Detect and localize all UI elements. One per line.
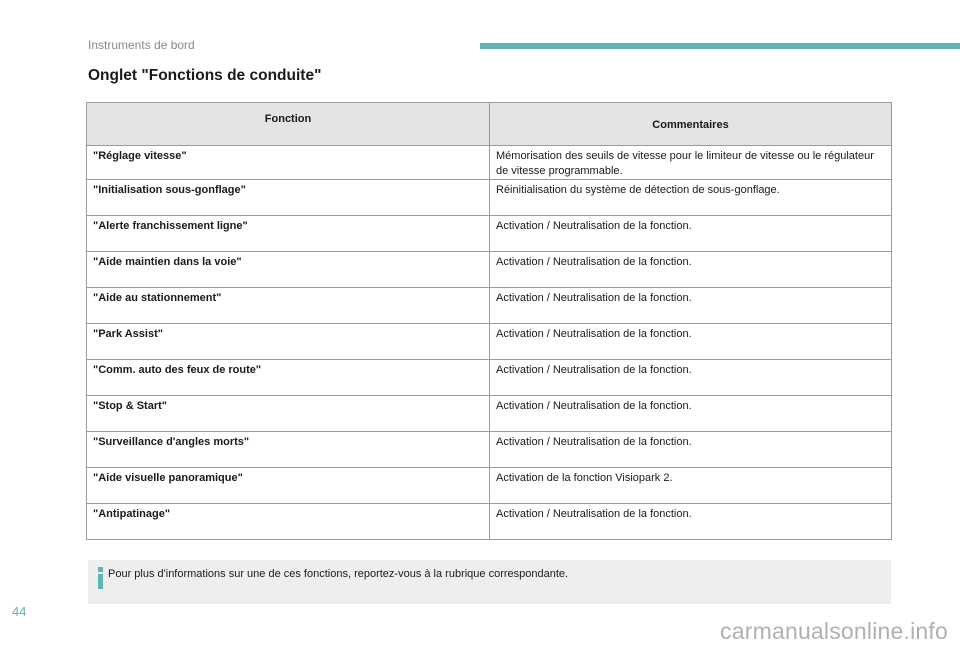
comment-cell: Activation / Neutralisation de la fonction. bbox=[490, 360, 892, 396]
header-accent-bar bbox=[480, 43, 960, 49]
comment-cell: Mémorisation des seuils de vitesse pour le limiteur de vitesse ou le régulateur de vitesse programmable. bbox=[490, 146, 892, 180]
column-header-comments: Commentaires bbox=[490, 103, 892, 146]
column-header-function: Fonction bbox=[87, 103, 490, 146]
info-icon bbox=[96, 567, 104, 587]
function-cell: "Park Assist" bbox=[87, 324, 490, 360]
comment-cell: Activation de la fonction Visiopark 2. bbox=[490, 468, 892, 504]
page-number: 44 bbox=[12, 604, 27, 619]
function-cell: "Alerte franchissement ligne" bbox=[87, 216, 490, 252]
comment-cell: Réinitialisation du système de détection de sous-gonflage. bbox=[490, 180, 892, 216]
table-row bbox=[87, 252, 892, 288]
function-cell: "Réglage vitesse" bbox=[87, 146, 490, 180]
function-cell: "Aide maintien dans la voie" bbox=[87, 252, 490, 288]
table-row bbox=[87, 504, 892, 540]
comment-cell: Activation / Neutralisation de la fonction. bbox=[490, 252, 892, 288]
function-cell: "Aide au stationnement" bbox=[87, 288, 490, 324]
comment-cell: Activation / Neutralisation de la fonction. bbox=[490, 216, 892, 252]
table-row bbox=[87, 288, 892, 324]
comment-cell: Activation / Neutralisation de la fonction. bbox=[490, 504, 892, 540]
watermark: carmanualsonline.info bbox=[720, 618, 948, 644]
function-cell: "Aide visuelle panoramique" bbox=[87, 468, 490, 504]
function-cell: "Comm. auto des feux de route" bbox=[87, 360, 490, 396]
section-label: Instruments de bord bbox=[88, 38, 195, 52]
table-row bbox=[87, 180, 892, 216]
table-row bbox=[87, 468, 892, 504]
info-note-text: Pour plus d'informations sur une de ces fonctions, reportez-vous à la rubrique correspondante. bbox=[108, 568, 569, 580]
comment-cell: Activation / Neutralisation de la fonction. bbox=[490, 432, 892, 468]
table-row bbox=[87, 324, 892, 360]
table-row bbox=[87, 432, 892, 468]
info-note bbox=[88, 560, 891, 604]
function-cell: "Stop & Start" bbox=[87, 396, 490, 432]
comment-cell: Activation / Neutralisation de la fonction. bbox=[490, 396, 892, 432]
page-title: Onglet "Fonctions de conduite" bbox=[88, 67, 322, 84]
function-cell: "Initialisation sous-gonflage" bbox=[87, 180, 490, 216]
table-row bbox=[87, 146, 892, 180]
table-row bbox=[87, 360, 892, 396]
function-cell: "Antipatinage" bbox=[87, 504, 490, 540]
functions-table bbox=[86, 102, 892, 540]
table-row bbox=[87, 396, 892, 432]
comment-cell: Activation / Neutralisation de la fonction. bbox=[490, 288, 892, 324]
table-header-row bbox=[87, 103, 892, 146]
function-cell: "Surveillance d'angles morts" bbox=[87, 432, 490, 468]
comment-cell: Activation / Neutralisation de la fonction. bbox=[490, 324, 892, 360]
table-row bbox=[87, 216, 892, 252]
